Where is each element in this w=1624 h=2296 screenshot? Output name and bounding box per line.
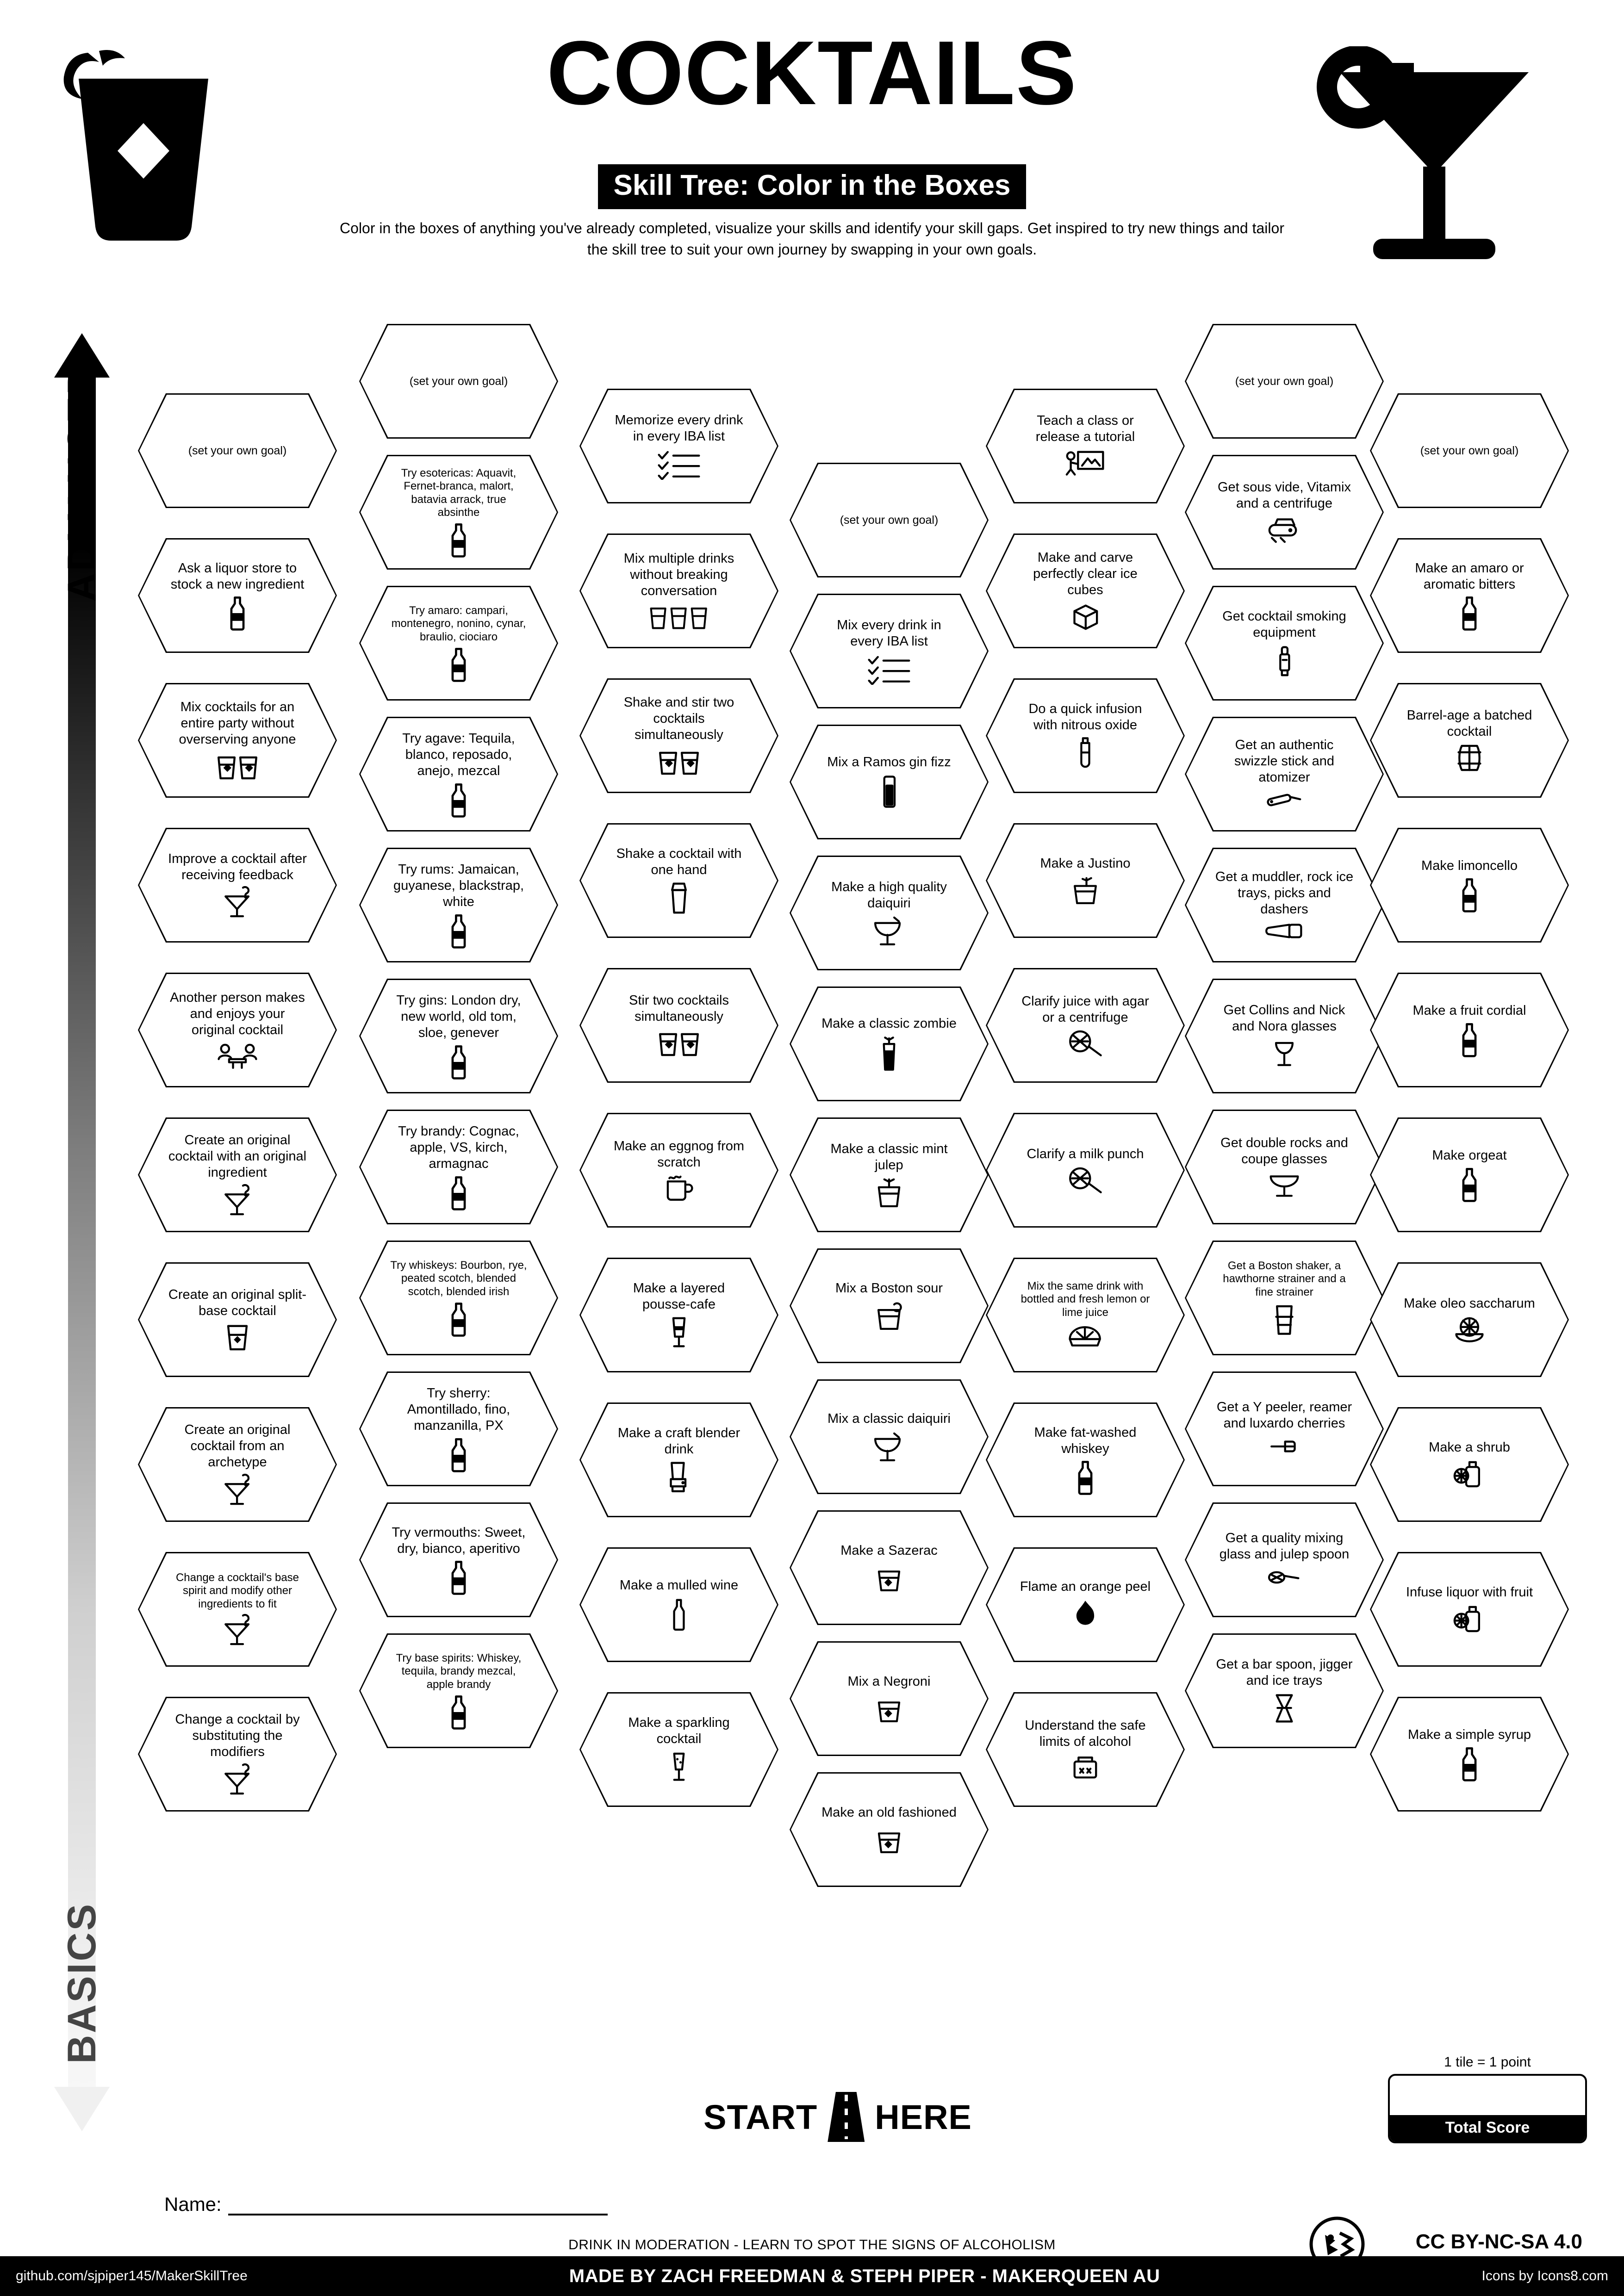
skill-tile-label: Improve a cocktail after receiving feedback bbox=[168, 851, 307, 882]
skill-tile[interactable] bbox=[986, 1692, 1185, 1807]
two-glasses-icon bbox=[657, 746, 701, 777]
total-score-label: Total Score bbox=[1390, 2115, 1585, 2141]
skill-tile[interactable] bbox=[986, 1258, 1185, 1372]
start-word: START bbox=[703, 2097, 818, 2136]
skill-tile[interactable] bbox=[986, 534, 1185, 648]
skill-tile[interactable] bbox=[790, 1641, 989, 1756]
skill-tile-label: Make a mulled wine bbox=[619, 1578, 739, 1593]
strainer-icon bbox=[1065, 1029, 1105, 1057]
hex-fill bbox=[581, 1694, 777, 1806]
skill-tile[interactable] bbox=[579, 1547, 778, 1662]
syrup-citrus-icon bbox=[1452, 1604, 1487, 1634]
skill-tile[interactable] bbox=[359, 717, 558, 832]
start-here-marker bbox=[662, 2091, 1014, 2142]
footer-github-link[interactable]: github.com/sjpiper145/MakerSkillTree bbox=[16, 2268, 248, 2284]
skill-tile-label: Get Collins and Nick and Nora glasses bbox=[1223, 1002, 1345, 1034]
skill-tile-label: Make a sparkling cocktail bbox=[628, 1715, 730, 1746]
bottle-icon bbox=[446, 522, 472, 558]
checklist-icon bbox=[865, 652, 913, 685]
skill-tile-label: Make a high quality daiquiri bbox=[831, 879, 947, 911]
skill-tile-label: Make fat-washed whiskey bbox=[1034, 1425, 1137, 1456]
julep-spoon-icon bbox=[1265, 1565, 1303, 1589]
skill-tile[interactable] bbox=[359, 979, 558, 1093]
hex-fill bbox=[791, 595, 987, 707]
skill-tile[interactable] bbox=[1370, 1552, 1569, 1667]
skill-tile[interactable] bbox=[579, 823, 778, 938]
skill-tile-label: (set your own goal) bbox=[188, 444, 287, 457]
hex-fill bbox=[1186, 1635, 1382, 1747]
skill-tile-label: Mix a Ramos gin fizz bbox=[827, 755, 951, 770]
coupe-icon bbox=[870, 914, 908, 947]
tiki-tall-icon bbox=[877, 1035, 901, 1072]
skill-tile[interactable] bbox=[986, 389, 1185, 503]
skill-tile-label: Get a Boston shaker, a hawthorne strainer and a fine strainer bbox=[1223, 1260, 1346, 1298]
skill-tile[interactable] bbox=[138, 393, 337, 508]
jigger-icon bbox=[1273, 1692, 1296, 1725]
skill-tile[interactable] bbox=[790, 1510, 989, 1625]
skill-tile[interactable] bbox=[359, 1241, 558, 1355]
strainer-icon bbox=[1065, 1166, 1105, 1194]
skill-tile-label: Make and carve perfectly clear ice cubes bbox=[1033, 550, 1138, 597]
hex-fill bbox=[1371, 684, 1568, 796]
question-cocktail-icon bbox=[218, 1474, 257, 1507]
skill-tile[interactable] bbox=[986, 1402, 1185, 1517]
skill-tile-label: Try rums: Jamaican, guyanese, blackstrap, white bbox=[393, 862, 524, 909]
rocks-icon bbox=[874, 1824, 904, 1855]
page-intro: Color in the boxes of anything you've already completed, visualize your skills and identify your skill gaps. Get inspired to try new things and tailor the skill tree to suit your own journey by swapping in your own goals. bbox=[340, 220, 1284, 258]
skill-tile-label: Ask a liquor store to stock a new ingredient bbox=[170, 560, 305, 592]
skill-tile[interactable] bbox=[1370, 683, 1569, 798]
skill-tile-label: Make orgeat bbox=[1432, 1148, 1507, 1163]
page-subtitle: Skill Tree: Color in the Boxes bbox=[598, 164, 1027, 209]
bottle-icon bbox=[446, 913, 472, 949]
page-footer bbox=[0, 2256, 1624, 2296]
skill-tile-label: Try gins: London dry, new world, old tom, sloe, genever bbox=[396, 993, 521, 1040]
skill-tile-label: Mix a classic daiquiri bbox=[828, 1411, 951, 1427]
skill-tile-label: Get a bar spoon, jigger and ice trays bbox=[1216, 1657, 1353, 1688]
hex-fill bbox=[581, 1404, 777, 1516]
name-field-row bbox=[164, 2193, 608, 2215]
skill-tile[interactable] bbox=[1370, 1407, 1569, 1522]
hex-fill bbox=[987, 390, 1183, 502]
skill-tile[interactable] bbox=[579, 534, 778, 648]
skill-tile[interactable] bbox=[138, 973, 337, 1087]
skill-tile-label: Make an old fashioned bbox=[821, 1805, 957, 1820]
question-cocktail-icon bbox=[218, 886, 257, 919]
skill-tile[interactable] bbox=[1370, 1697, 1569, 1812]
skill-tile-label: (set your own goal) bbox=[1420, 444, 1519, 457]
skill-tile[interactable] bbox=[359, 1633, 558, 1748]
skill-tile-label: Make an amaro or aromatic bitters bbox=[1415, 560, 1524, 592]
smoking-gun-icon bbox=[1272, 644, 1296, 678]
syrup-citrus-icon bbox=[1452, 1459, 1487, 1489]
bottle-icon bbox=[1456, 1022, 1482, 1057]
skill-tile[interactable] bbox=[986, 1113, 1185, 1228]
skill-tile-label: Try vermouths: Sweet, dry, bianco, aperitivo bbox=[392, 1525, 526, 1556]
skill-tile[interactable] bbox=[986, 968, 1185, 1083]
tumbler-icon bbox=[223, 1322, 252, 1353]
skill-tile[interactable] bbox=[790, 594, 989, 708]
skill-tile[interactable] bbox=[1370, 393, 1569, 508]
skill-tile[interactable] bbox=[359, 848, 558, 962]
skill-tile[interactable] bbox=[579, 389, 778, 503]
skill-tile[interactable] bbox=[1185, 455, 1384, 570]
skill-tile-label: Make a simple syrup bbox=[1408, 1727, 1531, 1743]
skill-tile-label: Try sherry: Amontillado, fino, manzanilla, PX bbox=[407, 1386, 510, 1433]
skill-tile-label: Create an original cocktail from an archetype bbox=[184, 1422, 291, 1470]
skill-tile[interactable] bbox=[790, 987, 989, 1101]
question-cocktail-icon bbox=[218, 1184, 257, 1217]
hex-fill bbox=[791, 1119, 987, 1231]
champagne-icon bbox=[668, 1750, 690, 1784]
bottle-icon bbox=[1456, 877, 1482, 912]
bottle-icon bbox=[446, 1560, 472, 1595]
skill-tile-label: Make a layered pousse-cafe bbox=[633, 1280, 725, 1312]
skill-tile-label: Mix the same drink with bottled and fresh lemon or lime juice bbox=[1020, 1280, 1150, 1319]
skill-tile[interactable] bbox=[138, 1262, 337, 1377]
name-label: Name: bbox=[164, 2193, 222, 2215]
skill-tile[interactable] bbox=[579, 1258, 778, 1372]
flame-icon bbox=[1073, 1598, 1098, 1631]
page-title: COCKTAILS bbox=[547, 22, 1077, 124]
skill-tile[interactable] bbox=[579, 1692, 778, 1807]
skill-tile-label: Barrel-age a batched cocktail bbox=[1406, 707, 1532, 739]
skill-tile[interactable] bbox=[1185, 1371, 1384, 1486]
skill-tile[interactable] bbox=[986, 1547, 1185, 1662]
skill-tile-label: Try base spirits: Whiskey, tequila, brandy mezcal, apple brandy bbox=[396, 1652, 522, 1691]
skill-tile[interactable] bbox=[359, 586, 558, 701]
skill-tile[interactable] bbox=[1185, 979, 1384, 1093]
skill-tile-label: Make a Sazerac bbox=[840, 1543, 938, 1558]
skill-tile[interactable] bbox=[138, 683, 337, 798]
score-note: 1 tile = 1 point bbox=[1444, 2054, 1531, 2070]
presenter-icon bbox=[1064, 448, 1107, 479]
bottle-icon bbox=[446, 1437, 472, 1472]
skill-tile-label: Create an original split-base cocktail bbox=[168, 1287, 307, 1318]
skill-tile[interactable] bbox=[1185, 1110, 1384, 1224]
skill-tile-label: Shake a cocktail with one hand bbox=[616, 846, 742, 877]
boston-shaker-icon bbox=[1271, 1302, 1297, 1336]
mug-icon bbox=[664, 1173, 694, 1202]
bottle-icon bbox=[1072, 1460, 1098, 1495]
skill-tile-label: Clarify a milk punch bbox=[1027, 1147, 1144, 1162]
two-glasses-icon bbox=[215, 751, 260, 782]
skill-tile[interactable] bbox=[1370, 538, 1569, 653]
checklist-icon bbox=[655, 447, 703, 480]
hex-fill bbox=[139, 829, 336, 941]
skill-tile[interactable] bbox=[579, 678, 778, 793]
skill-tile-label: Get cocktail smoking equipment bbox=[1222, 608, 1346, 640]
skill-tile[interactable] bbox=[359, 1371, 558, 1486]
bottle-icon bbox=[446, 1302, 472, 1337]
skill-tile[interactable] bbox=[138, 538, 337, 653]
sous-vide-icon bbox=[1264, 515, 1304, 545]
tiki-rocks-icon bbox=[1069, 875, 1102, 906]
skill-tile-label: Change a cocktail by substituting the modifiers bbox=[175, 1712, 300, 1759]
skill-tile-label: Get a muddler, rock ice trays, picks and dashers bbox=[1215, 869, 1354, 917]
skill-tile[interactable] bbox=[1185, 324, 1384, 439]
here-word: HERE bbox=[875, 2097, 972, 2136]
skill-tile-label: Get sous vide, Vitamix and a centrifuge bbox=[1218, 479, 1351, 511]
skill-tile-label: Make oleo saccharum bbox=[1404, 1296, 1535, 1311]
skill-tile[interactable] bbox=[790, 1117, 989, 1232]
skill-tile-label: Mix cocktails for an entire party without overserving anyone bbox=[179, 700, 296, 747]
nick-and-nora-icon bbox=[1271, 1037, 1298, 1070]
skill-tile-label: Make a fruit cordial bbox=[1412, 1003, 1526, 1018]
sour-glass-icon bbox=[873, 1300, 905, 1331]
skill-tile[interactable] bbox=[1185, 1633, 1384, 1748]
skill-tile-label: Mix every drink in every IBA list bbox=[837, 617, 941, 649]
julep-icon bbox=[873, 1176, 905, 1209]
two-glasses-icon bbox=[657, 1028, 701, 1058]
skill-tile[interactable] bbox=[359, 455, 558, 570]
moderation-notice: DRINK IN MODERATION - LEARN TO SPOT THE SIGNS OF ALCOHOLISM bbox=[568, 2237, 1056, 2253]
axis-label-advanced: ADVANCED bbox=[60, 364, 104, 602]
bottle-icon bbox=[446, 782, 472, 818]
footer-icons-credit[interactable]: Icons by Icons8.com bbox=[1481, 2268, 1608, 2284]
skill-tile-label: Try amaro: campari, montenegro, nonino, cynar, braulio, ciociaro bbox=[391, 604, 526, 643]
skill-tile-label: Try whiskeys: Bourbon, rye, peated scotch, blended scotch, blended irish bbox=[390, 1259, 527, 1298]
skill-tile-label: Clarify juice with agar or a centrifuge bbox=[1021, 993, 1149, 1025]
question-cocktail-icon bbox=[218, 1763, 257, 1797]
skill-tile-label: Mix a Negroni bbox=[847, 1674, 931, 1689]
road-icon bbox=[828, 2092, 865, 2142]
bottle-icon bbox=[446, 1694, 472, 1730]
skill-tile[interactable] bbox=[359, 1502, 558, 1617]
skill-tile[interactable] bbox=[359, 1110, 558, 1224]
axis-label-basics: BASICS bbox=[60, 1902, 104, 2064]
skill-tile-label: Stir two cocktails simultaneously bbox=[629, 993, 729, 1024]
ice-cube-icon bbox=[1069, 602, 1102, 632]
bottle-icon bbox=[1456, 1746, 1482, 1781]
cream-charger-icon bbox=[1074, 736, 1096, 770]
rocks-icon bbox=[874, 1693, 904, 1724]
bottle-icon bbox=[1456, 1167, 1482, 1202]
hex-fill bbox=[581, 390, 777, 502]
score-box bbox=[1388, 2054, 1587, 2143]
skill-tile-label: Make a craft blender drink bbox=[617, 1425, 740, 1457]
skill-tile-label: Mix multiple drinks without breaking conversation bbox=[623, 551, 734, 598]
skill-tile-label: Teach a class or release a tutorial bbox=[1035, 413, 1135, 444]
skill-tile[interactable] bbox=[1185, 586, 1384, 701]
swizzle-stick-icon bbox=[1263, 789, 1306, 811]
skill-tile-label: Create an original cocktail with an original ingredient bbox=[168, 1133, 307, 1180]
hex-fill bbox=[1186, 456, 1382, 568]
skill-tile[interactable] bbox=[986, 678, 1185, 793]
skill-tile[interactable] bbox=[790, 1248, 989, 1363]
skill-tile[interactable] bbox=[790, 463, 989, 577]
y-peeler-icon bbox=[1267, 1434, 1301, 1458]
skill-tile[interactable] bbox=[1185, 717, 1384, 832]
skill-tile[interactable] bbox=[579, 1402, 778, 1517]
skill-tile-label: Flame an orange peel bbox=[1020, 1579, 1151, 1595]
name-input-line[interactable] bbox=[228, 2194, 608, 2215]
citrus-juicer-icon bbox=[1065, 1322, 1105, 1350]
skill-tile-label: Change a cocktail's base spirit and modify other ingredients to fit bbox=[175, 1571, 299, 1610]
shaker-icon bbox=[666, 881, 691, 915]
coupe-icon bbox=[870, 1430, 908, 1463]
question-cocktail-icon bbox=[218, 1614, 257, 1647]
hex-fill bbox=[581, 969, 777, 1081]
skill-tile[interactable] bbox=[790, 725, 989, 839]
skill-tile-label: (set your own goal) bbox=[840, 514, 939, 527]
hex-fill bbox=[1186, 980, 1382, 1092]
skill-tile[interactable] bbox=[790, 1379, 989, 1494]
bottle-icon bbox=[224, 596, 250, 631]
hex-fill bbox=[581, 1259, 777, 1371]
skill-tile-label: Try agave: Tequila, blanco, reposado, anejo, mezcal bbox=[402, 731, 515, 778]
muddler-icon bbox=[1263, 921, 1306, 941]
skill-tile-label: Another person makes and enjoys your original cocktail bbox=[170, 990, 305, 1037]
skill-tile[interactable] bbox=[1370, 1262, 1569, 1377]
footer-credit: MADE BY ZACH FREEDMAN & STEPH PIPER - MAKERQUEEN AU bbox=[569, 2265, 1160, 2286]
skill-tile-label: (set your own goal) bbox=[1235, 375, 1334, 388]
skill-tile[interactable] bbox=[1185, 1502, 1384, 1617]
skill-tile[interactable] bbox=[359, 324, 558, 439]
coupe-glass-icon bbox=[1266, 1170, 1302, 1199]
skill-tile-label: Make limoncello bbox=[1421, 858, 1518, 874]
skill-tile-label: Make a shrub bbox=[1429, 1440, 1510, 1455]
skill-tile[interactable] bbox=[790, 856, 989, 970]
skill-tile[interactable] bbox=[986, 823, 1185, 938]
hex-fill bbox=[1186, 587, 1382, 699]
hex-fill bbox=[581, 825, 777, 937]
skill-tile-label: Make a Justino bbox=[1040, 856, 1131, 871]
skill-tile[interactable] bbox=[138, 1552, 337, 1667]
skill-tile[interactable] bbox=[1185, 848, 1384, 962]
hex-fill bbox=[139, 1264, 336, 1376]
skill-tile[interactable] bbox=[1370, 973, 1569, 1087]
skill-tile-label: Infuse liquor with fruit bbox=[1406, 1585, 1533, 1600]
skill-tile[interactable] bbox=[1370, 828, 1569, 943]
skill-tile-label: Memorize every drink in every IBA list bbox=[615, 412, 743, 444]
skill-tile-label: Get double rocks and coupe glasses bbox=[1220, 1135, 1348, 1167]
rocks-icon bbox=[874, 1562, 904, 1593]
layered-glass-icon bbox=[667, 1316, 691, 1350]
bottle-icon bbox=[446, 1044, 472, 1080]
skill-tile-label: Get a Y peeler, reamer and luxardo cherries bbox=[1216, 1399, 1352, 1431]
skill-tile[interactable] bbox=[138, 1407, 337, 1522]
skill-tile[interactable] bbox=[790, 1772, 989, 1887]
skill-tile[interactable] bbox=[1185, 1241, 1384, 1355]
skill-tile-label: Make a classic zombie bbox=[821, 1016, 957, 1031]
total-score-card[interactable] bbox=[1388, 2074, 1587, 2143]
skill-tile-label: Get an authentic swizzle stick and atomizer bbox=[1234, 738, 1334, 785]
skill-tile[interactable] bbox=[138, 1697, 337, 1812]
bottle-icon bbox=[446, 647, 472, 682]
skill-tile-label: Mix a Boston sour bbox=[835, 1281, 943, 1296]
citrus-bowl-icon bbox=[1451, 1315, 1487, 1344]
skill-tile-label: (set your own goal) bbox=[409, 375, 508, 388]
skill-tile-label: Try esotericas: Aquavit, Fernet-branca, malort, batavia arrack, true absinthe bbox=[401, 466, 516, 519]
three-glasses-icon bbox=[647, 602, 711, 631]
skill-tile-label: Get a quality mixing glass and julep spoon bbox=[1219, 1530, 1350, 1562]
skill-tile-label: Understand the safe limits of alcohol bbox=[1025, 1718, 1146, 1749]
bottle-icon bbox=[1456, 596, 1482, 631]
fizz-glass-icon bbox=[878, 774, 900, 810]
skill-tile-label: Make an eggnog from scratch bbox=[613, 1138, 745, 1170]
license-label: CC BY-NC-SA 4.0 bbox=[1415, 2230, 1582, 2253]
warning-bottle-icon bbox=[1070, 1753, 1101, 1781]
skill-tile[interactable] bbox=[138, 828, 337, 943]
skill-tile[interactable] bbox=[579, 1113, 778, 1228]
skill-tile-label: Do a quick infusion with nitrous oxide bbox=[1028, 701, 1142, 732]
skill-tile-label: Shake and stir two cocktails simultaneously bbox=[623, 695, 734, 742]
skill-tile[interactable] bbox=[1370, 1117, 1569, 1232]
people-table-icon bbox=[215, 1042, 260, 1070]
skill-tile[interactable] bbox=[579, 968, 778, 1083]
bottle-icon bbox=[446, 1175, 472, 1210]
blender-icon bbox=[666, 1460, 692, 1495]
barrel-icon bbox=[1453, 743, 1486, 773]
hex-fill bbox=[791, 857, 987, 969]
skill-tile-label: Try brandy: Cognac, apple, VS, kirch, armagnac bbox=[398, 1124, 519, 1171]
wine-bottle-icon bbox=[667, 1597, 691, 1632]
skill-tile-label: Make a classic mint julep bbox=[830, 1141, 948, 1173]
hex-fill bbox=[987, 680, 1183, 792]
skill-tile[interactable] bbox=[138, 1117, 337, 1232]
